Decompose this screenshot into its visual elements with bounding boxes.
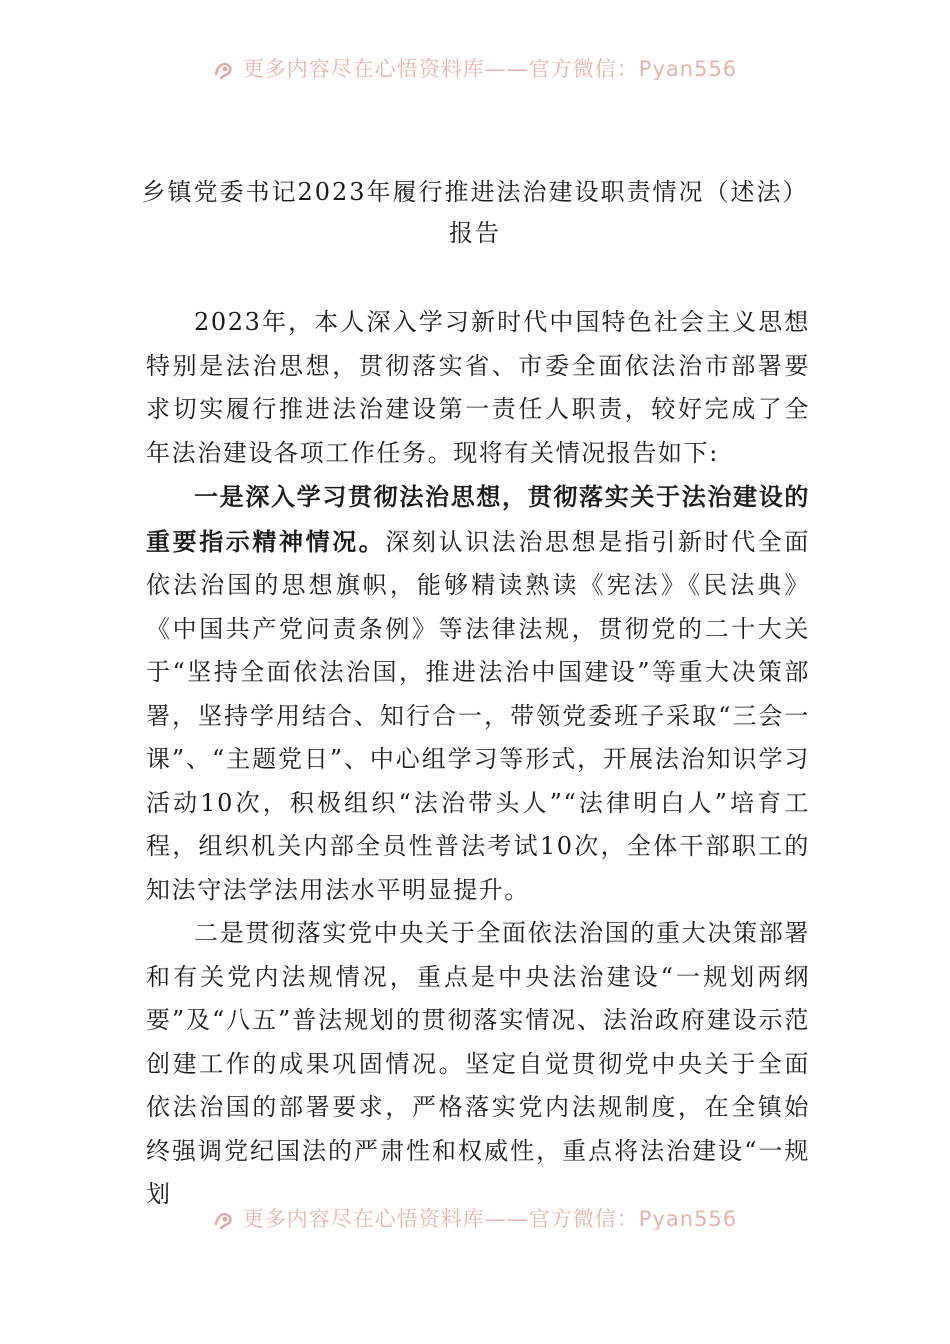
intro-paragraph: 2023年，本人深入学习新时代中国特色社会主义思想特别是法治思想，贯彻落实省、市委全面依法治市部署要求切实履行推进法治建设第一责任人职责，较好完成了全年法治建设各项工作任务。现将有关情况报告如下: xyxy=(146,308,810,467)
footer-watermark-text: 更多内容尽在心悟资料库——官方微信：Pyan556 xyxy=(242,1207,738,1230)
watermark-logo-icon xyxy=(213,1210,237,1230)
watermark-logo-icon xyxy=(213,60,237,80)
document-title-line1: 乡镇党委书记2023年履行推进法治建设职责情况（述法） xyxy=(141,178,809,206)
section2-paragraph: 二是贯彻落实党中央关于全面依法治国的重大决策部署和有关党内法规情况，重点是中央法治建设“一规划两纲要”及“八五”普法规划的贯彻落实情况、法治政府建设示范创建工作的成果巩固情况。坚定自觉贯彻党中央关于全面依法治国的部署要求，严格落实党内法规制度，在全镇始终强调党纪国法的严肃性和权威性，重点将法治建设“一规划 xyxy=(146,919,810,1208)
section1-paragraph xyxy=(146,475,810,912)
section1-body: 深刻认识法治思想是指引新时代全面依法治国的思想旗帜，能够精读熟读《宪法》《民法典》《中国共产党问责条例》等法律法规，贯彻党的二十大关于“坚持全面依法治国，推进法治中国建设”等重大决策部署，坚持学用结合、知行合一，带领党委班子采取“三会一课”、“主题党日”、中心组学习等形式，开展法治知识学习活动10次，积极组织“法治带头人”“法律明白人”培育工程，组织机关内部全员性普法考试10次，全体干部职工的知法守法学法用法水平明显提升。 xyxy=(146,527,810,904)
header-watermark-text: 更多内容尽在心悟资料库——官方微信：Pyan556 xyxy=(242,57,738,80)
document-body xyxy=(146,301,810,1217)
footer-watermark xyxy=(0,1200,950,1230)
document-title-line2: 报告 xyxy=(449,219,501,247)
header-watermark xyxy=(0,50,950,80)
section1-heading: 一是深入学习贯彻法治思想，贯彻落实关于法治建设的重要指示精神情况。 xyxy=(146,482,810,556)
